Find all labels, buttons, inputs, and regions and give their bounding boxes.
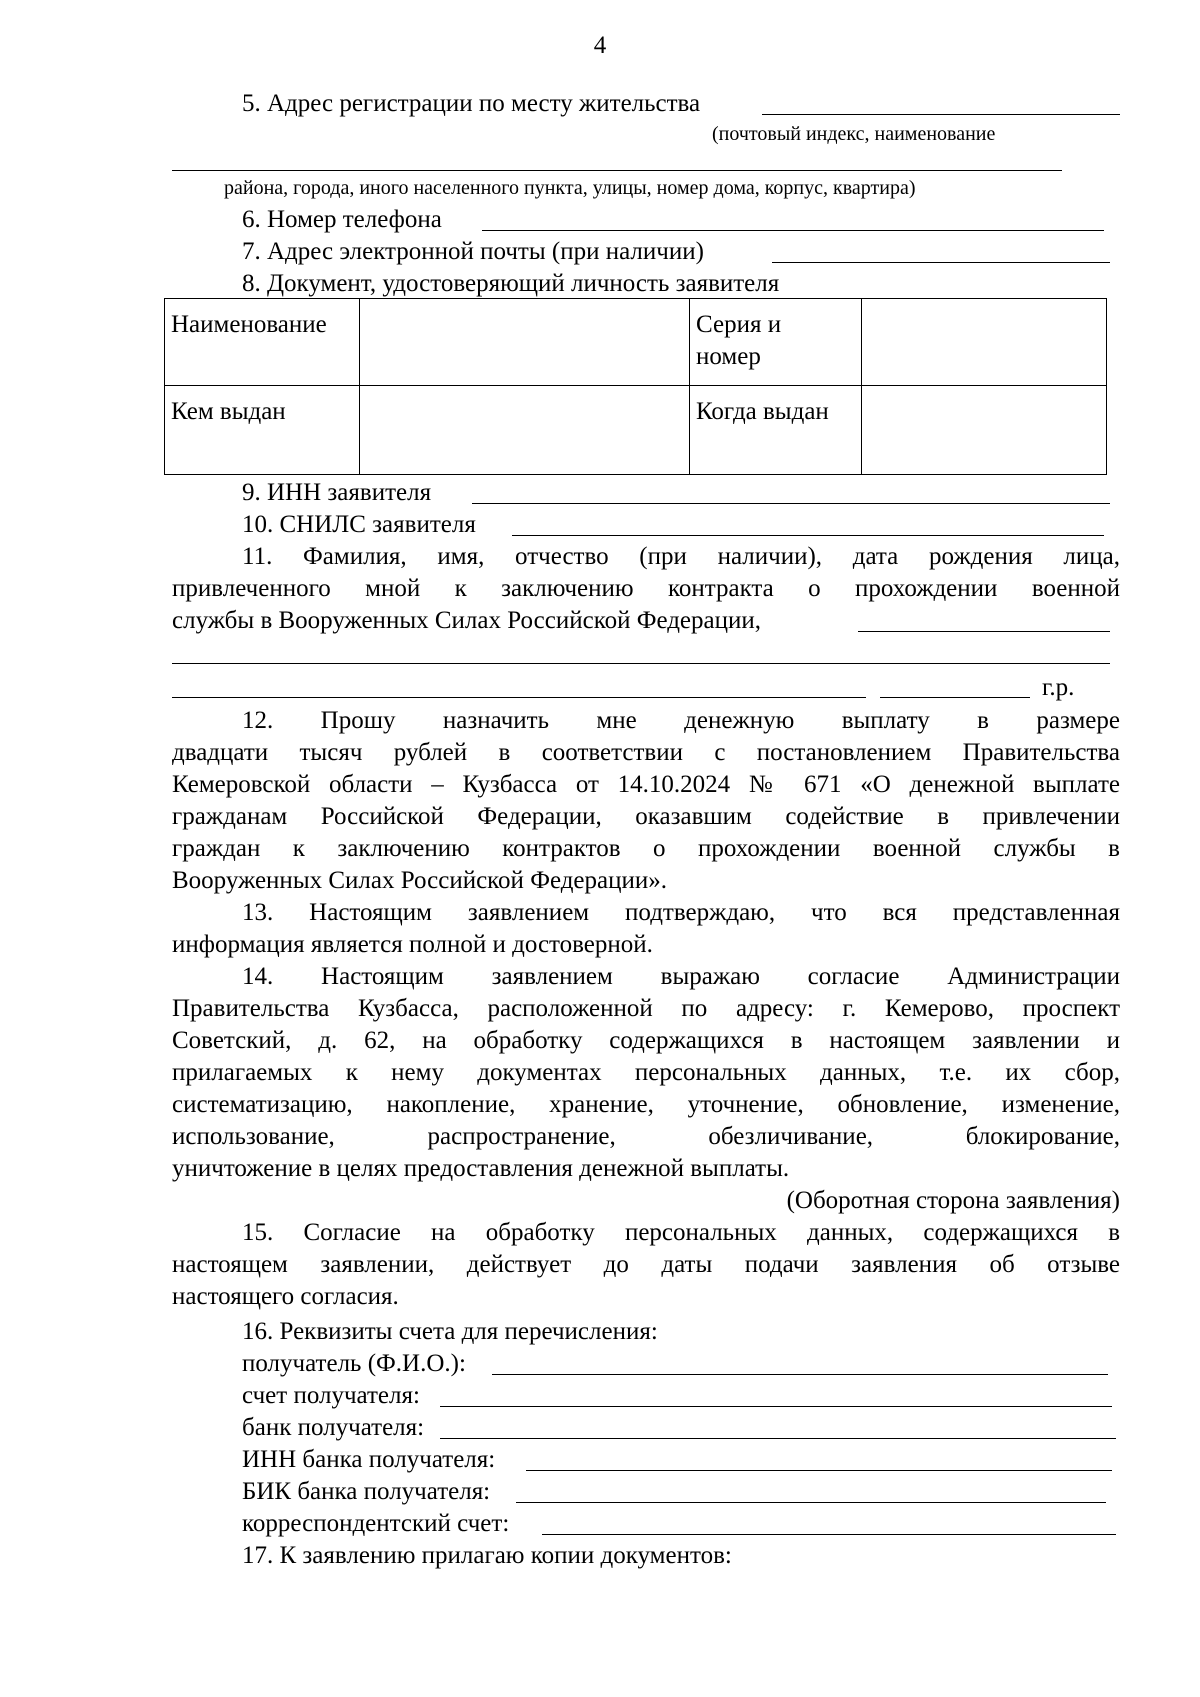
p13-line2: информация является полной и достоверной. <box>172 931 653 958</box>
p15-line2: настоящем заявлении, действует до даты подачи заявления об отзыве <box>172 1251 1120 1278</box>
id-document-table <box>164 298 1107 475</box>
p14-line7: уничтожение в целях предоставления денежной выплаты. <box>172 1155 790 1182</box>
p14-line3: Советский, д. 62, на обработку содержащихся в настоящем заявлении и <box>172 1027 1120 1054</box>
bik-field-line[interactable] <box>516 1502 1106 1503</box>
cell-issued-when-label <box>690 386 862 475</box>
series-label-line2: номер <box>696 343 761 370</box>
name-label: Наименование <box>171 311 327 338</box>
cell-issued-by-value[interactable] <box>360 386 690 475</box>
p14-line2: Правительства Кузбасса, расположенной по адресу: г. Кемерово, проспект <box>172 995 1120 1022</box>
email-field-line[interactable] <box>772 262 1110 263</box>
email-label: 7. Адрес электронной почты (при наличии) <box>242 238 704 265</box>
bank-name-label: банк получателя: <box>242 1414 425 1441</box>
recruit-name-line-2[interactable] <box>172 663 1110 664</box>
p13-line1: 13. Настоящим заявлением подтверждаю, что вся представленная <box>242 899 1120 926</box>
p15-line1: 15. Согласие на обработку персональных данных, содержащихся в <box>242 1219 1120 1246</box>
recipient-label: получатель (Ф.И.О.): <box>242 1350 466 1377</box>
phone-label: 6. Номер телефона <box>242 206 442 233</box>
snils-label: 10. СНИЛС заявителя <box>242 511 476 538</box>
address-hint-2: района, города, иного населенного пункта, улицы, номер дома, корпус, квартира) <box>224 177 916 199</box>
p14-line6: использование, распространение, обезличивание, блокирование, <box>172 1123 1120 1150</box>
bank-inn-field-line[interactable] <box>526 1470 1112 1471</box>
cell-series-value[interactable] <box>862 299 1107 386</box>
account-field-line[interactable] <box>440 1406 1112 1407</box>
bank-name-field-line[interactable] <box>440 1438 1116 1439</box>
p14-line4: прилагаемых к нему документах персональных данных, т.е. их сбор, <box>172 1059 1120 1086</box>
phone-field-line[interactable] <box>482 230 1104 231</box>
bank-inn-label: ИНН банка получателя: <box>242 1446 496 1473</box>
cell-issued-by-label <box>165 386 360 475</box>
cell-name-value[interactable] <box>360 299 690 386</box>
p15-line3: настоящего согласия. <box>172 1283 399 1310</box>
address-field-line-2[interactable] <box>172 170 1062 171</box>
corr-account-field-line[interactable] <box>542 1534 1116 1535</box>
recruit-name-line-1[interactable] <box>858 631 1110 632</box>
account-label: счет получателя: <box>242 1382 420 1409</box>
recipient-field-line[interactable] <box>492 1374 1108 1375</box>
p12-line5: граждан к заключению контрактов о прохождении военной службы в <box>172 835 1120 862</box>
p12-line2: двадцати тысяч рублей в соответствии с постановлением Правительства <box>172 739 1120 766</box>
id-doc-label: 8. Документ, удостоверяющий личность заявителя <box>242 270 780 297</box>
p12-line6: Вооруженных Силах Российской Федерации». <box>172 867 668 894</box>
reverse-side-note: (Оборотная сторона заявления) <box>786 1187 1120 1214</box>
address-hint-1: (почтовый индекс, наименование <box>712 123 996 145</box>
p11-line2: привлеченного мной к заключению контракта о прохождении военной <box>172 575 1120 602</box>
bank-title: 16. Реквизиты счета для перечисления: <box>242 1318 658 1345</box>
corr-account-label: корреспондентский счет: <box>242 1510 510 1537</box>
issued-when-label: Когда выдан <box>696 398 829 425</box>
address-label: 5. Адрес регистрации по месту жительства <box>242 90 701 117</box>
page-number: 4 <box>593 32 607 59</box>
p14-line1: 14. Настоящим заявлением выражаю согласие Администрации <box>242 963 1120 990</box>
bik-label: БИК банка получателя: <box>242 1478 491 1505</box>
p11-line1: 11. Фамилия, имя, отчество (при наличии), дата рождения лица, <box>242 543 1120 570</box>
inn-field-line[interactable] <box>472 503 1110 504</box>
address-field-line-1[interactable] <box>762 114 1120 115</box>
attachments-label: 17. К заявлению прилагаю копии документов: <box>242 1542 732 1569</box>
recruit-birthdate-line[interactable] <box>880 697 1030 698</box>
year-suffix: г.р. <box>1042 674 1075 701</box>
issued-by-label: Кем выдан <box>171 398 286 425</box>
p12-line3: Кемеровской области – Кузбасса от 14.10.2024 № 671 «О денежной выплате <box>172 771 1120 798</box>
recruit-name-line-3[interactable] <box>172 697 866 698</box>
p12-line4: гражданам Российской Федерации, оказавшим содействие в привлечении <box>172 803 1120 830</box>
cell-issued-when-value[interactable] <box>862 386 1107 475</box>
inn-label: 9. ИНН заявителя <box>242 479 432 506</box>
p12-line1: 12. Прошу назначить мне денежную выплату в размере <box>242 707 1120 734</box>
p14-line5: систематизацию, накопление, хранение, уточнение, обновление, изменение, <box>172 1091 1120 1118</box>
cell-series-label <box>690 299 862 386</box>
snils-field-line[interactable] <box>512 535 1104 536</box>
series-label-line1: Серия и <box>696 311 782 338</box>
cell-name-label <box>165 299 360 386</box>
p11-line3: службы в Вооруженных Силах Российской Федерации, <box>172 607 762 634</box>
